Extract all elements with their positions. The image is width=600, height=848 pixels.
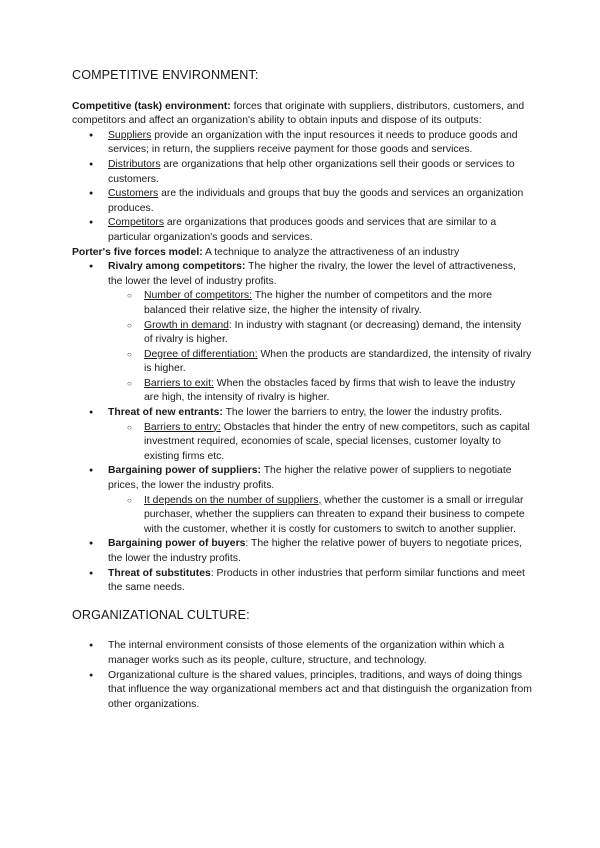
force-term: Threat of substitutes [108,567,211,579]
force-buyer-power [72,537,532,566]
force-text: : Products in other industries that perform similar functions and meet the same needs. [108,567,525,594]
sub-text: : In industry with stagnant (or decreasing) demand, the intensity of rivalry is higher. [144,319,522,346]
sub-term: Growth in demand [144,319,229,331]
force-term: Bargaining power of suppliers: [108,465,261,477]
list-item [72,187,532,216]
sub-text: Obstacles that hinder the entry of new competitors, such as capital investment required, economies of scale, special licenses, customer loyalty to existing firms etc. [144,421,530,462]
environment-list [72,129,532,246]
force-substitutes [72,567,532,596]
sub-term: It depends on the number of suppliers, [144,494,322,506]
sub-item [108,377,532,406]
item-text: provide an organization with the input resources it needs to produce goods and services; in return, the suppliers receive payment for those goods and services. [108,129,518,156]
sub-item [108,421,532,465]
force-supplier-power [72,464,532,537]
term-customers: Customers [108,188,159,200]
list-item [72,158,532,187]
term-suppliers: Suppliers [108,129,152,141]
sub-item [108,348,532,377]
force-rivalry [72,260,532,406]
entrants-sublist [108,421,532,465]
sub-term: Barriers to exit: [144,377,214,389]
list-item: ● The internal environment consists of those elements of the organization within which a manager works such as its people, culture, structure, and technology. [72,639,532,668]
item-text: are organizations that help other organizations sell their goods or services to customers. [108,158,515,185]
heading-organizational-culture: ORGANIZATIONAL CULTURE: [72,607,250,622]
term-competitors: Competitors [108,217,165,229]
sub-item [108,319,532,348]
culture-list [72,639,532,712]
sub-text: The higher the number of competitors and the more balanced their relative size, the higher the intensity of rivalry. [144,290,493,316]
list-item [72,216,532,245]
five-forces-list [72,260,532,596]
document-page [72,68,532,712]
list-item [72,129,532,158]
intro-term: Competitive (task) environment: [72,100,231,112]
rivalry-sublist [108,289,532,406]
sub-item [108,494,532,538]
suppliers-sublist [108,494,532,538]
force-text: The higher the rivalry, the lower the level of attractiveness, the lower the level of industry profits. [108,261,516,287]
porter-term: Porter's five forces model: [72,246,203,258]
force-text: The lower the barriers to entry, the lower the industry profits. [222,407,503,419]
item-text: are organizations that produces goods and services that are similar to a particular organization's goods and services. [108,217,497,243]
force-new-entrants [72,406,532,464]
force-text: The higher the relative power of suppliers to negotiate prices, the lower the industry profits. [108,465,512,492]
sub-term: Degree of differentiation: [144,348,258,360]
porter-paragraph [72,246,532,261]
intro-text: forces that originate with suppliers, distributors, customers, and competitors and affect an organization's ability to obtain inputs and dispose of its outputs: [72,100,525,127]
force-term: Rivalry among competitors: [108,261,246,273]
item-text: are the individuals and groups that buy the goods and services an organization produces. [108,188,524,214]
force-text: : The higher the relative power of buyers to negotiate prices, the lower the industry profits. [108,538,522,564]
force-term: Bargaining power of buyers [108,538,246,550]
sub-text: When the products are standardized, the intensity of rivalry is higher. [144,348,532,375]
heading-competitive-environment: COMPETITIVE ENVIRONMENT: [72,68,259,82]
sub-item [108,289,532,318]
list-item: ● Organizational culture is the shared values, principles, traditions, and ways of doing things that influence the way organizational members act and that distinguish the organization from other organizations. [72,669,532,713]
porter-text: A technique to analyze the attractiveness of an industry [202,246,460,258]
sub-term: Number of competitors: [144,290,252,302]
sub-text: When the obstacles faced by firms that wish to leave the industry are high, the intensity of rivalry is higher. [144,377,516,404]
sub-text: whether the customer is a small or irregular purchaser, whether the suppliers can threaten to expand their business to compete with the customer, whether it is costly for customers to switch to another supplier. [144,494,525,535]
term-distributors: Distributors [108,158,161,170]
sub-term: Barriers to entry: [144,421,221,433]
force-term: Threat of new entrants: [108,407,223,419]
intro-paragraph [72,100,532,129]
